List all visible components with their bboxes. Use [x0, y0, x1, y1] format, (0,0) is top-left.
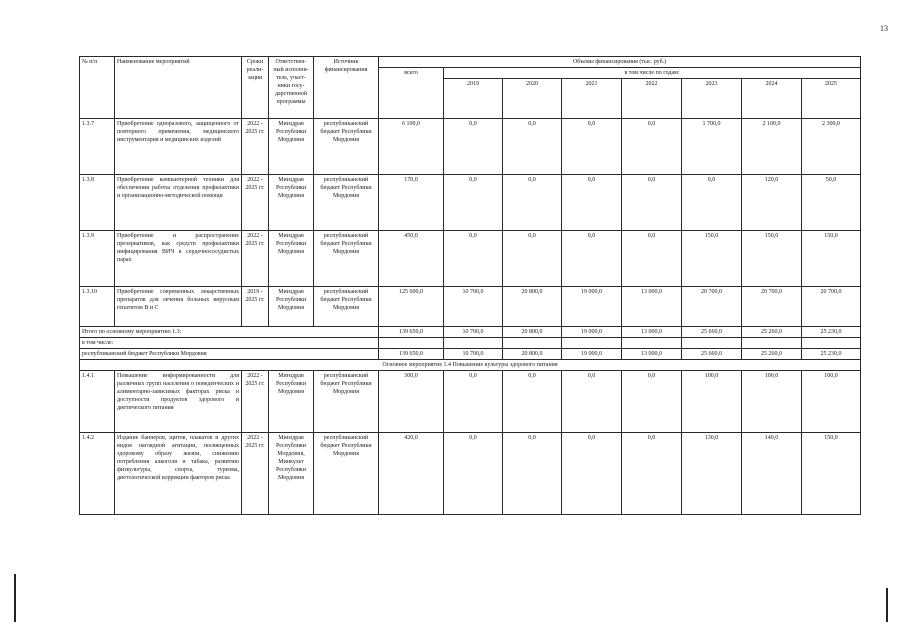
row-source: республиканский бюджет Республики Мордовия	[314, 433, 379, 515]
row-value: 0,0	[622, 175, 682, 231]
summary-budget-total: 139 650,0	[379, 349, 444, 360]
row-total: 300,0	[379, 371, 444, 433]
summary-budget-value: 25 260,0	[742, 349, 802, 360]
row-name: Приобретение современных лекарственных препаратов для лечения больных вирусным гепатитом В и С	[115, 287, 242, 327]
row-value: 13 000,0	[622, 287, 682, 327]
row-source: республиканский бюджет Республики Мордовия	[314, 371, 379, 433]
summary-value: 25 260,0	[742, 327, 802, 338]
summary-including-label: в том числе:	[80, 338, 379, 349]
row-value: 150,0	[742, 231, 802, 287]
row-value: 50,0	[802, 175, 861, 231]
table-row	[80, 371, 861, 433]
row-value: 0,0	[503, 119, 562, 175]
header-year: 2023	[682, 79, 742, 119]
row-value: 20 700,0	[742, 287, 802, 327]
row-value: 10 700,0	[444, 287, 503, 327]
summary-total-label: Итого по основному мероприятию 1.3:	[80, 327, 379, 338]
row-name: Приобретение одноразового, защищенного от повторного применения, медицинского инструментария и медицинских изделий	[115, 119, 242, 175]
row-value: 1 700,0	[682, 119, 742, 175]
header-year: 2025	[802, 79, 861, 119]
summary-value: 25 230,0	[802, 327, 861, 338]
row-value: 2 100,0	[742, 119, 802, 175]
row-value: 20 700,0	[802, 287, 861, 327]
row-total: 420,0	[379, 433, 444, 515]
row-value: 100,0	[802, 371, 861, 433]
table-row	[80, 231, 861, 287]
summary-budget-value: 19 000,0	[562, 349, 622, 360]
header-total: всего	[379, 68, 444, 119]
row-name: Издание баннеров, щитов, плакатов и других видов наглядной агитации, посвященных здоровому образу жизни, снижению потребления алкоголя и табака, развитию физкультуры, спорта, туризма, диетологической коррекции факторов риска	[115, 433, 242, 515]
summary-including-row	[80, 338, 861, 349]
summary-budget-value: 25 660,0	[682, 349, 742, 360]
header-year: 2024	[742, 79, 802, 119]
row-value: 0,0	[562, 371, 622, 433]
row-responsible: Минздрав Республики Мордовия	[269, 175, 314, 231]
row-total: 170,0	[379, 175, 444, 231]
row-period: 2022 - 2025 гг.	[242, 371, 269, 433]
table-row	[80, 119, 861, 175]
row-value: 150,0	[802, 433, 861, 515]
row-value: 0,0	[503, 433, 562, 515]
header-by-years: в том числе по годам:	[444, 68, 861, 79]
summary-value: 25 660,0	[682, 327, 742, 338]
header-year: 2022	[622, 79, 682, 119]
margin-mark	[886, 588, 888, 622]
row-value: 0,0	[562, 433, 622, 515]
row-value: 0,0	[444, 433, 503, 515]
row-value: 0,0	[622, 231, 682, 287]
section-title: Основное мероприятие 1.4 Повышение культуры здорового питания	[80, 360, 861, 371]
row-source: республиканский бюджет Республики Мордовия	[314, 119, 379, 175]
row-responsible: Минздрав Республики Мордовия	[269, 119, 314, 175]
row-value: 0,0	[562, 119, 622, 175]
row-value: 20 800,0	[503, 287, 562, 327]
row-value: 0,0	[444, 175, 503, 231]
finance-table-container	[79, 56, 860, 515]
summary-budget-value: 25 230,0	[802, 349, 861, 360]
row-source: республиканский бюджет Республики Мордовия	[314, 231, 379, 287]
row-value: 0,0	[444, 371, 503, 433]
row-value: 0,0	[503, 231, 562, 287]
row-name: Приобретение компьютерной техники для обеспечения работы отделения профилактики и организационно-методической помощи	[115, 175, 242, 231]
summary-total-row	[80, 327, 861, 338]
row-period: 2022 - 2025 гг.	[242, 175, 269, 231]
row-value: 0,0	[444, 119, 503, 175]
row-responsible: Минздрав Республики Мордовия	[269, 371, 314, 433]
row-period: 2019 - 2025 гг.	[242, 287, 269, 327]
row-period: 2022 - 2025 гг.	[242, 119, 269, 175]
row-value: 20 700,0	[682, 287, 742, 327]
header-name: Наименование мероприятий	[115, 57, 242, 119]
row-total: 125 600,0	[379, 287, 444, 327]
row-num: 1.3.10	[80, 287, 115, 327]
header-volume: Объемы финансирования (тыс. руб.)	[379, 57, 861, 68]
row-num: 1.4.1	[80, 371, 115, 433]
row-responsible: Минздрав Республики Мордовия	[269, 287, 314, 327]
summary-budget-row	[80, 349, 861, 360]
row-value: 0,0	[622, 119, 682, 175]
summary-budget-value: 13 000,0	[622, 349, 682, 360]
row-value: 0,0	[622, 371, 682, 433]
finance-table	[79, 56, 861, 515]
row-num: 1.3.9	[80, 231, 115, 287]
section-row	[80, 360, 861, 371]
row-value: 0,0	[444, 231, 503, 287]
summary-value: 13 000,0	[622, 327, 682, 338]
row-period: 2022 - 2025 гг.	[242, 231, 269, 287]
row-total: 6 100,0	[379, 119, 444, 175]
row-value: 130,0	[682, 433, 742, 515]
margin-mark	[14, 574, 16, 622]
header-period: Сроки реали-зации	[242, 57, 269, 119]
row-num: 1.3.8	[80, 175, 115, 231]
row-responsible: Минздрав Республики Мордовия	[269, 231, 314, 287]
summary-budget-value: 10 700,0	[444, 349, 503, 360]
row-num: 1.3.7	[80, 119, 115, 175]
summary-budget-label: республиканский бюджет Республики Мордовия	[80, 349, 379, 360]
row-value: 100,0	[742, 371, 802, 433]
row-value: 2 300,0	[802, 119, 861, 175]
row-name: Повышение информированности для различных групп населения о поведенческих и алиментарно-зависимых факторах риска и доступности продуктов здорового и диетического питания	[115, 371, 242, 433]
summary-value: 10 700,0	[444, 327, 503, 338]
table-row	[80, 433, 861, 515]
row-value: 150,0	[682, 231, 742, 287]
row-value: 120,0	[742, 175, 802, 231]
row-responsible: Минздрав Республики Мордовия, Минкульт Республики Мордовия	[269, 433, 314, 515]
row-name: Приобретение и распространение презервативов, как средств профилактики инфицирования ВИЧ в сердечнососудистых парах	[115, 231, 242, 287]
summary-value: 19 000,0	[562, 327, 622, 338]
summary-budget-value: 20 800,0	[503, 349, 562, 360]
header-responsible: Ответствен-ный исполни-тель, участ-ники госу-дарственной программы	[269, 57, 314, 119]
page-number: 13	[880, 24, 888, 33]
header-year: 2021	[562, 79, 622, 119]
row-value: 0,0	[682, 175, 742, 231]
row-source: республиканский бюджет Республики Мордовия	[314, 287, 379, 327]
row-value: 150,0	[802, 231, 861, 287]
row-total: 450,0	[379, 231, 444, 287]
header-num: № п/п	[80, 57, 115, 119]
row-value: 19 000,0	[562, 287, 622, 327]
row-value: 100,0	[682, 371, 742, 433]
row-source: республиканский бюджет Республики Мордовия	[314, 175, 379, 231]
header-source: Источник финансирования	[314, 57, 379, 119]
row-value: 0,0	[562, 175, 622, 231]
row-num: 1.4.2	[80, 433, 115, 515]
header-year: 2020	[503, 79, 562, 119]
row-period: 2022 - 2025 гг.	[242, 433, 269, 515]
row-value: 0,0	[622, 433, 682, 515]
header-year: 2019	[444, 79, 503, 119]
row-value: 0,0	[503, 371, 562, 433]
summary-value: 20 800,0	[503, 327, 562, 338]
table-row	[80, 287, 861, 327]
row-value: 0,0	[562, 231, 622, 287]
row-value: 0,0	[503, 175, 562, 231]
row-value: 140,0	[742, 433, 802, 515]
summary-total: 139 650,0	[379, 327, 444, 338]
table-row	[80, 175, 861, 231]
